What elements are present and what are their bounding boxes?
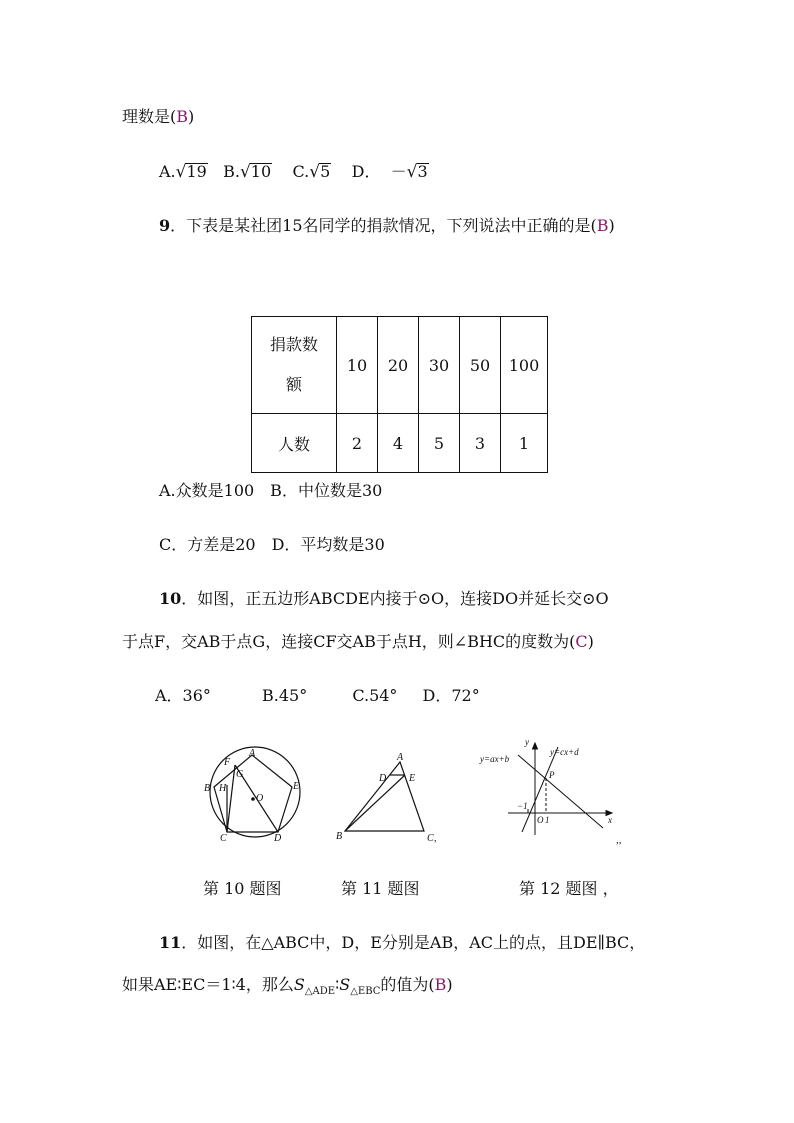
q11-stem-line1: 11．如图，在△ABC中，D，E分别是AB，AC上的点，且DE∥BC，: [159, 933, 646, 952]
q11-answer: B: [434, 975, 447, 994]
table-header-amount: 捐款数 额: [252, 317, 337, 414]
q9-options-line2: C．方差是20 D．平均数是30: [159, 535, 385, 554]
line-ax-b: [518, 755, 603, 828]
table-cell: 10: [337, 317, 378, 414]
y-arrow-icon: [533, 743, 538, 749]
caption-fig11: 第 11 题图: [341, 879, 420, 898]
table-cell: 5: [419, 414, 460, 473]
table-cell: 50: [460, 317, 501, 414]
sqrt-icon: √: [309, 162, 321, 182]
table-cell: 20: [378, 317, 419, 414]
q9-options-line1: A.众数是100 B．中位数是30: [159, 481, 383, 500]
fig12-trailing-commas: ,,: [616, 834, 622, 846]
fig11-label-a: A: [397, 752, 404, 763]
line-be: [345, 775, 405, 831]
donation-table: [251, 316, 548, 473]
table-header-people: 人数: [252, 414, 337, 473]
q10-options: A．36° B.45° C.54° D．72°: [155, 686, 480, 705]
q11-stem-line2: 如果AE∶EC＝1∶4，那么$S_{\triangle ADE}∶S_{\triangle EBC}$的值为(B): [122, 975, 453, 998]
fig12-label-neg1: −1: [517, 801, 528, 811]
sqrt-icon: √: [175, 162, 187, 182]
fig12-line2-label: y=cx+d: [550, 747, 579, 757]
center-dot: [251, 797, 255, 801]
fig12-label-x: x: [608, 815, 612, 825]
sqrt-icon: √: [239, 162, 251, 182]
table-cell: 3: [460, 414, 501, 473]
fig10-label-b: B: [204, 783, 211, 794]
table-row: [252, 414, 548, 473]
q10-answer: C: [575, 632, 588, 651]
fig12-label-one: 1: [545, 815, 550, 825]
q8-stem-tail: 理数是(B): [122, 107, 195, 126]
q8-options: A.√19 B.√10 C.√5 D． －√3: [159, 162, 428, 182]
fig11-label-e: E: [409, 773, 416, 784]
fig10-label-a: A: [249, 748, 256, 759]
fig11-label-c: C: [427, 833, 434, 844]
fig11-comma: ,: [434, 833, 437, 844]
q9-answer: B: [596, 216, 609, 235]
fig11-label-b: B: [336, 831, 343, 842]
q9-number: 9: [159, 216, 171, 235]
q11-number: 11: [159, 933, 182, 952]
table-cell: 4: [378, 414, 419, 473]
fig12-line1-label: y=ax+b: [480, 754, 510, 764]
table-cell: 30: [419, 317, 460, 414]
q10-stem-line1: 10．如图，正五边形ABCDE内接于⊙O，连接DO并延长交⊙O: [159, 589, 609, 608]
fig12-label-origin: O: [537, 815, 544, 825]
sqrt-icon: √: [406, 162, 418, 182]
fig10-label-e: E: [293, 781, 300, 792]
fig12-label-y: y: [525, 737, 529, 747]
table-cell: 2: [337, 414, 378, 473]
fig10-label-g: G: [236, 769, 244, 780]
fig11-label-d: D: [379, 773, 387, 784]
fig10-label-f: F: [224, 757, 231, 768]
table-row: [252, 317, 548, 414]
fig10-label-o: O: [256, 793, 264, 804]
caption-fig12: 第 12 题图 ，: [519, 879, 619, 898]
fig10-label-h: H: [219, 783, 227, 794]
q10-stem-line2: 于点F，交AB于点G，连接CF交AB于点H，则∠BHC的度数为(C): [122, 632, 594, 651]
table-cell: 1: [501, 414, 548, 473]
caption-fig10: 第 10 题图: [203, 879, 282, 898]
table-cell: 100: [501, 317, 548, 414]
q9-stem: 9．下表是某社团15名同学的捐款情况，下列说法中正确的是(B): [159, 216, 615, 235]
q10-number: 10: [159, 589, 182, 608]
figures-row: [0, 735, 794, 855]
fig10-label-d: D: [274, 833, 282, 844]
q8-answer: B: [176, 107, 189, 126]
fig10-label-c: C: [220, 833, 227, 844]
fig12-label-p: P: [549, 770, 555, 780]
